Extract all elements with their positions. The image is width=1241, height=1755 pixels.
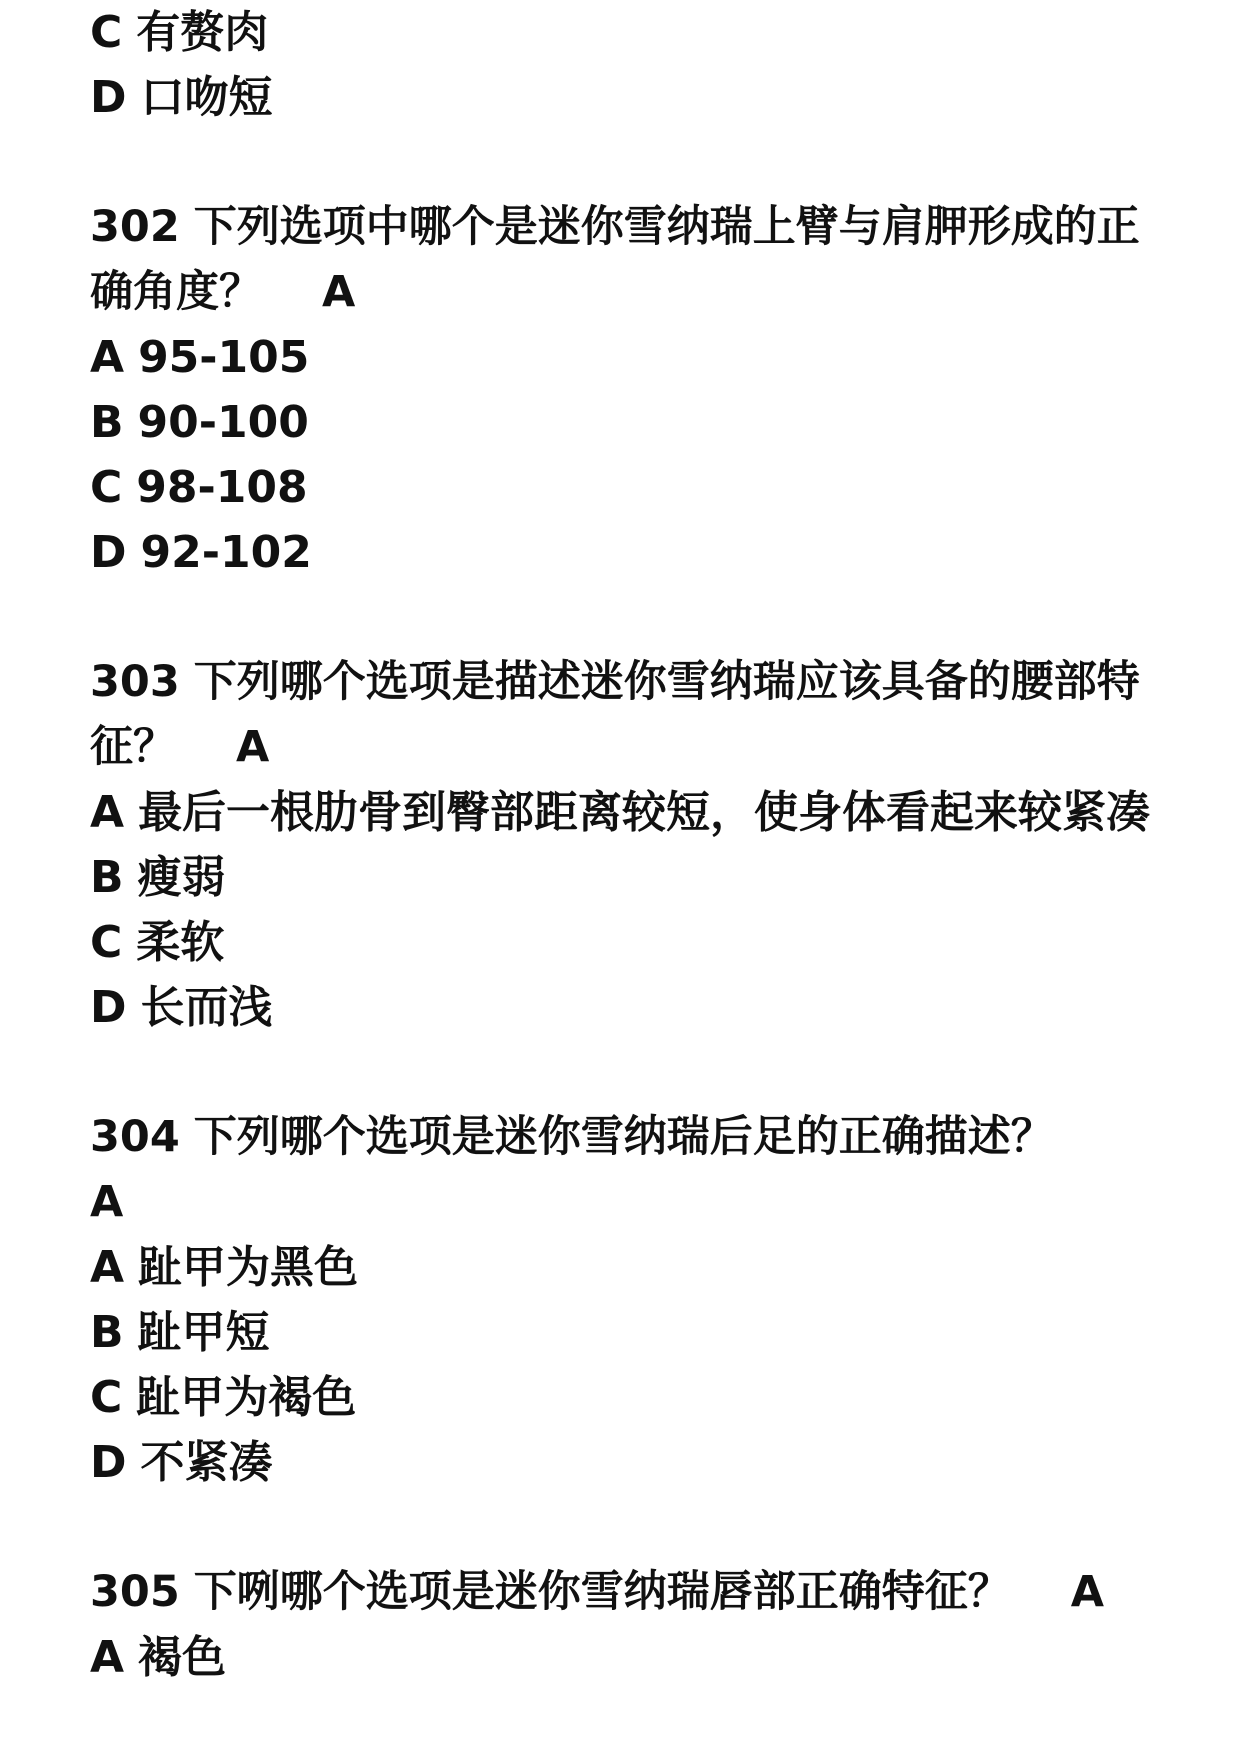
question-text: 下列哪个选项是迷你雪纳瑞后足的正确描述？ (193, 1112, 1054, 1162)
option-letter: C (90, 1372, 123, 1423)
question-number: 305 (90, 1567, 180, 1617)
option-text: 趾甲为黑色 (138, 1242, 359, 1293)
option-text: 有赘肉 (136, 7, 269, 58)
option-letter: A (90, 787, 125, 838)
option-line (90, 1430, 1160, 1495)
option-text: 98-108 (136, 462, 308, 513)
question-text: 下列选项中哪个是迷你雪纳瑞上臂与肩胛形成的正确角度？ (90, 202, 1140, 317)
answer-key: A (322, 267, 356, 317)
question-302 (90, 195, 1160, 325)
option-letter: C (90, 462, 123, 513)
question-304 (90, 1105, 1160, 1235)
option-letter: B (90, 397, 124, 448)
question-text: 下列哪个选项是描述迷你雪纳瑞应该具备的腰部特征？ (90, 657, 1140, 772)
option-line (90, 845, 1160, 910)
option-line (90, 0, 1160, 65)
option-text: 口吻短 (140, 72, 273, 123)
option-text: 长而浅 (140, 982, 273, 1033)
option-line (90, 910, 1160, 975)
question-number: 304 (90, 1112, 180, 1162)
option-line (90, 1625, 1160, 1690)
option-text: 柔软 (136, 917, 225, 968)
spacer (90, 1495, 1160, 1560)
option-line (90, 975, 1160, 1040)
document-page (90, 0, 1160, 1690)
option-line (90, 390, 1160, 455)
question-number: 302 (90, 202, 180, 252)
answer-key: A (236, 722, 270, 772)
option-text: 不紧凑 (140, 1437, 273, 1488)
option-letter: C (90, 7, 123, 58)
option-line (90, 780, 1160, 845)
option-text: 95-105 (138, 332, 310, 383)
option-line (90, 1365, 1160, 1430)
question-text: 下咧哪个选项是迷你雪纳瑞唇部正确特征？ (193, 1567, 1011, 1617)
option-letter: D (90, 982, 127, 1033)
spacer (90, 130, 1160, 195)
option-line (90, 325, 1160, 390)
option-line (90, 1300, 1160, 1365)
option-text: 趾甲为褐色 (136, 1372, 357, 1423)
option-letter: D (90, 72, 127, 123)
question-303 (90, 650, 1160, 780)
option-letter: A (90, 332, 125, 383)
question-number: 303 (90, 657, 180, 707)
option-text: 褐色 (138, 1632, 227, 1683)
option-line (90, 520, 1160, 585)
option-letter: B (90, 852, 124, 903)
option-text: 瘦弱 (137, 852, 226, 903)
option-letter: A (90, 1632, 125, 1683)
option-text: 92-102 (140, 527, 312, 578)
option-text: 最后一根肋骨到臀部距离较短，使身体看起来较紧凑 (138, 787, 1151, 838)
answer-key: A (1070, 1567, 1105, 1617)
option-line (90, 455, 1160, 520)
option-letter: B (90, 1307, 124, 1358)
spacer (90, 585, 1160, 650)
option-letter: C (90, 917, 123, 968)
option-line (90, 1235, 1160, 1300)
option-text: 趾甲短 (137, 1307, 270, 1358)
option-letter: D (90, 1437, 127, 1488)
option-letter: D (90, 527, 127, 578)
option-text: 90-100 (137, 397, 309, 448)
question-305 (90, 1560, 1160, 1625)
answer-key: A (90, 1177, 124, 1227)
option-letter: A (90, 1242, 125, 1293)
option-line (90, 65, 1160, 130)
spacer (90, 1040, 1160, 1105)
